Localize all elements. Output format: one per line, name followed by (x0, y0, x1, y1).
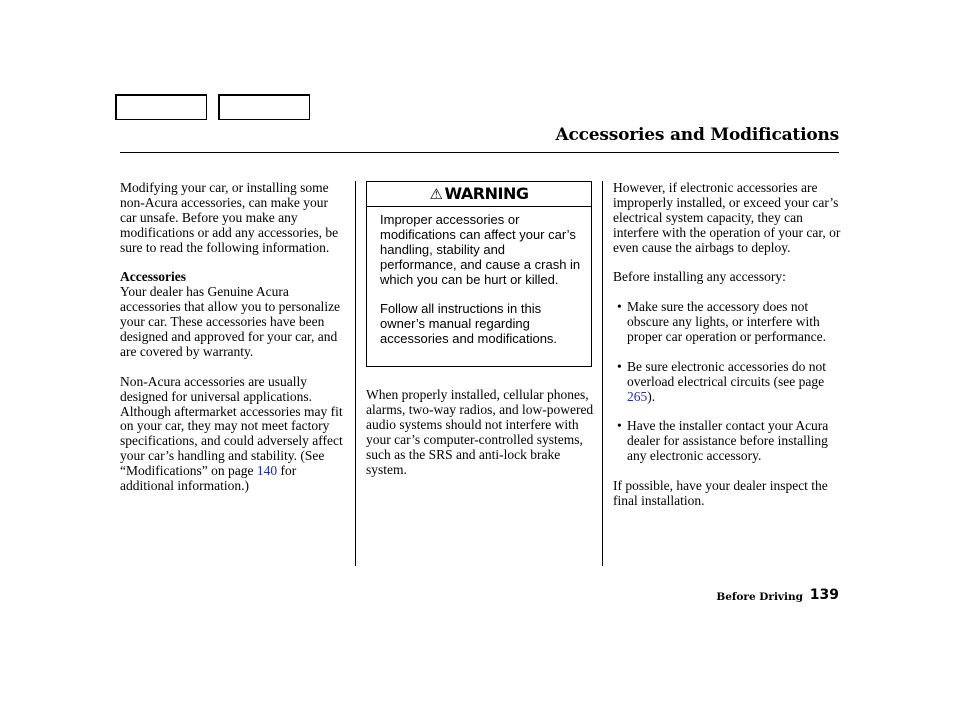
page-link-265[interactable]: 265 (627, 388, 648, 404)
page-link-140[interactable]: 140 (256, 463, 278, 479)
intro-paragraph: Modifying your car, or installing some non-Acura accessories, can make your car unsafe. Before you make any modifications or add any accessories, be sure to read the following information. (120, 180, 339, 255)
warning-triangle-icon: ⚠ (429, 185, 443, 203)
left-column (120, 181, 345, 509)
column-divider-left (355, 181, 356, 566)
middle-column-text (366, 388, 594, 492)
dealer-inspect-paragraph: If possible, have your dealer inspect the final installation. (613, 478, 828, 508)
page-title: Accessories and Modifications (555, 125, 839, 145)
warning-text-hazard: Improper accessories or modifications can affect your car’s handling, stability and performance, and cause a crash in which you can be hurt or killed. (380, 212, 581, 287)
warning-title: WARNING (444, 184, 529, 203)
electronic-accessories-paragraph: However, if electronic accessories are improperly installed, or exceed your car’s electrical system capacity, they can interfere with the operation of your car, or even cause the airbags to deploy. (613, 180, 841, 255)
nav-button-previous[interactable] (115, 94, 207, 120)
footer-section-label: Before Driving (716, 591, 803, 603)
right-column (613, 181, 841, 524)
installation-bullet-list (613, 300, 841, 464)
warning-header (367, 182, 591, 207)
page-number: 139 (809, 587, 839, 603)
bullet-lights: • Make sure the accessory does not obscure any lights, or interfere with proper car operation or performance. (613, 300, 841, 345)
warning-box (366, 181, 592, 367)
accessories-subheading: Accessories (120, 269, 186, 285)
title-divider (120, 152, 839, 153)
cellular-paragraph: When properly installed, cellular phones, alarms, two-way radios, and low-powered audio systems should not interfere with your car’s computer-controlled systems, such as the SRS and anti-lock brake system. (366, 387, 594, 477)
bullet-installer: • Have the installer contact your Acura dealer for assistance before installing any electronic accessory. (613, 419, 841, 464)
nav-button-next[interactable] (218, 94, 310, 120)
warning-body (367, 207, 591, 347)
column-divider-right (602, 181, 603, 566)
accessories-paragraph: Your dealer has Genuine Acura accessories that allow you to personalize your car. These accessories have been designed and approved for your car, and are covered by warranty. (120, 284, 341, 359)
before-installing-paragraph: Before installing any accessory: (613, 269, 786, 285)
bullet-circuits: • Be sure electronic accessories do not overload electrical circuits (see page 265). (613, 360, 841, 405)
warning-text-instructions: Follow all instructions in this owner’s manual regarding accessories and modifications. (380, 301, 558, 347)
non-acura-paragraph: Non-Acura accessories are usually designed for universal applications. Although aftermarket accessories may fit on your car, they may not meet factory specifications, and could adversely affect your car’s handling and stability. (See “Modifications” on page 140 for additional information.) (120, 373, 343, 494)
